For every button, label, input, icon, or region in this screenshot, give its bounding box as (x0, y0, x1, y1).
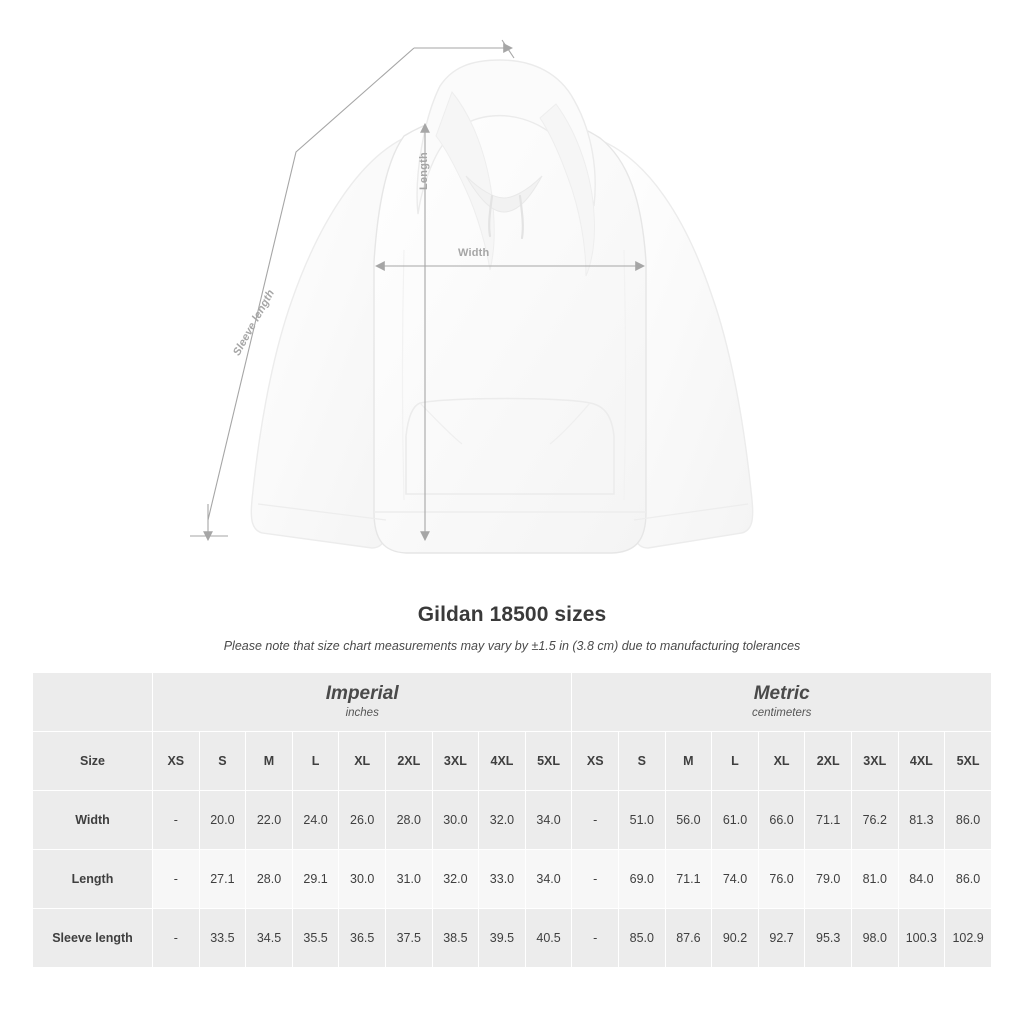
cell-sleeve-imperial-xl: 36.5 (339, 909, 386, 968)
system-header-row (33, 673, 992, 732)
cell-sleeve-imperial-2xl: 37.5 (385, 909, 432, 968)
cell-sleeve-metric-l: 90.2 (712, 909, 759, 968)
size-header-metric-4xl: 4XL (898, 732, 945, 791)
tolerance-note: Please note that size chart measurements may vary by ±1.5 in (3.8 cm) due to manufacturing tolerances (223, 639, 801, 653)
size-header-imperial-xs: XS (153, 732, 200, 791)
cell-length-metric-3xl: 81.0 (851, 850, 898, 909)
cell-length-metric-xl: 76.0 (758, 850, 805, 909)
size-header-metric-xs: XS (572, 732, 619, 791)
system-name-metric: Metric (753, 682, 810, 704)
cell-length-metric-2xl: 79.0 (805, 850, 852, 909)
cell-sleeve-imperial-l: 35.5 (292, 909, 339, 968)
size-header-metric-xl: XL (758, 732, 805, 791)
system-header-imperial (153, 673, 572, 732)
row-label-sleeve-length: Sleeve length (33, 909, 153, 968)
size-chart-table (32, 672, 992, 968)
cell-width-metric-2xl: 71.1 (805, 791, 852, 850)
size-header-imperial-l: L (292, 732, 339, 791)
table-corner-cell (33, 673, 153, 732)
cell-width-imperial-4xl: 32.0 (479, 791, 526, 850)
cell-width-imperial-xl: 26.0 (339, 791, 386, 850)
cell-sleeve-metric-4xl: 100.3 (898, 909, 945, 968)
cell-width-metric-l: 61.0 (712, 791, 759, 850)
size-header-metric-s: S (619, 732, 666, 791)
cell-length-imperial-l: 29.1 (292, 850, 339, 909)
cell-sleeve-metric-2xl: 95.3 (805, 909, 852, 968)
system-unit-imperial: inches (345, 707, 379, 720)
table-row (33, 909, 992, 968)
cell-width-metric-xl: 66.0 (758, 791, 805, 850)
size-header-metric-l: L (712, 732, 759, 791)
size-header-imperial-4xl: 4XL (479, 732, 526, 791)
table-row (33, 850, 992, 909)
cell-width-metric-5xl: 86.0 (945, 791, 992, 850)
cell-width-metric-s: 51.0 (619, 791, 666, 850)
cell-width-imperial-5xl: 34.0 (525, 791, 572, 850)
cell-length-imperial-xs: - (153, 850, 200, 909)
cell-sleeve-metric-m: 87.6 (665, 909, 712, 968)
cell-sleeve-imperial-3xl: 38.5 (432, 909, 479, 968)
cell-length-imperial-xl: 30.0 (339, 850, 386, 909)
page-title: Gildan 18500 sizes (417, 603, 607, 626)
cell-length-imperial-4xl: 33.0 (479, 850, 526, 909)
row-label-length: Length (33, 850, 153, 909)
cell-sleeve-metric-5xl: 102.9 (945, 909, 992, 968)
cell-length-imperial-2xl: 31.0 (385, 850, 432, 909)
cell-width-metric-xs: - (572, 791, 619, 850)
size-header-imperial-2xl: 2XL (385, 732, 432, 791)
cell-length-metric-xs: - (572, 850, 619, 909)
cell-width-imperial-s: 20.0 (199, 791, 246, 850)
size-header-metric-m: M (665, 732, 712, 791)
cell-sleeve-metric-3xl: 98.0 (851, 909, 898, 968)
cell-sleeve-imperial-xs: - (153, 909, 200, 968)
length-label: Length (418, 152, 430, 190)
size-header-imperial-s: S (199, 732, 246, 791)
cell-length-metric-4xl: 84.0 (898, 850, 945, 909)
cell-sleeve-imperial-s: 33.5 (199, 909, 246, 968)
cell-sleeve-imperial-m: 34.5 (246, 909, 293, 968)
table-row (33, 791, 992, 850)
cell-length-metric-5xl: 86.0 (945, 850, 992, 909)
size-header-metric-3xl: 3XL (851, 732, 898, 791)
cell-width-imperial-l: 24.0 (292, 791, 339, 850)
cell-width-imperial-m: 22.0 (246, 791, 293, 850)
width-label: Width (458, 247, 490, 259)
size-column-label: Size (33, 732, 153, 791)
cell-length-metric-l: 74.0 (712, 850, 759, 909)
cell-length-imperial-3xl: 32.0 (432, 850, 479, 909)
size-header-imperial-m: M (246, 732, 293, 791)
system-header-metric (572, 673, 992, 732)
cell-length-metric-m: 71.1 (665, 850, 712, 909)
size-header-imperial-xl: XL (339, 732, 386, 791)
cell-sleeve-metric-s: 85.0 (619, 909, 666, 968)
hoodie-shape (251, 60, 752, 553)
system-unit-metric: centimeters (751, 707, 812, 720)
cell-length-metric-s: 69.0 (619, 850, 666, 909)
cell-sleeve-imperial-4xl: 39.5 (479, 909, 526, 968)
cell-width-imperial-2xl: 28.0 (385, 791, 432, 850)
size-header-imperial-5xl: 5XL (525, 732, 572, 791)
size-header-metric-5xl: 5XL (945, 732, 992, 791)
row-label-width: Width (33, 791, 153, 850)
cell-length-imperial-5xl: 34.0 (525, 850, 572, 909)
cell-sleeve-metric-xs: - (572, 909, 619, 968)
cell-length-imperial-m: 28.0 (246, 850, 293, 909)
system-name-imperial: Imperial (325, 682, 399, 704)
size-header-metric-2xl: 2XL (805, 732, 852, 791)
size-header-row (33, 732, 992, 791)
size-header-imperial-3xl: 3XL (432, 732, 479, 791)
sleeve-length-label: Sleeve length (231, 287, 278, 358)
cell-sleeve-metric-xl: 92.7 (758, 909, 805, 968)
size-chart-table-wrapper (32, 672, 992, 968)
cell-width-metric-4xl: 81.3 (898, 791, 945, 850)
cell-sleeve-imperial-5xl: 40.5 (525, 909, 572, 968)
cell-length-imperial-s: 27.1 (199, 850, 246, 909)
cell-width-metric-m: 56.0 (665, 791, 712, 850)
cell-width-imperial-3xl: 30.0 (432, 791, 479, 850)
cell-width-metric-3xl: 76.2 (851, 791, 898, 850)
cell-width-imperial-xs: - (153, 791, 200, 850)
